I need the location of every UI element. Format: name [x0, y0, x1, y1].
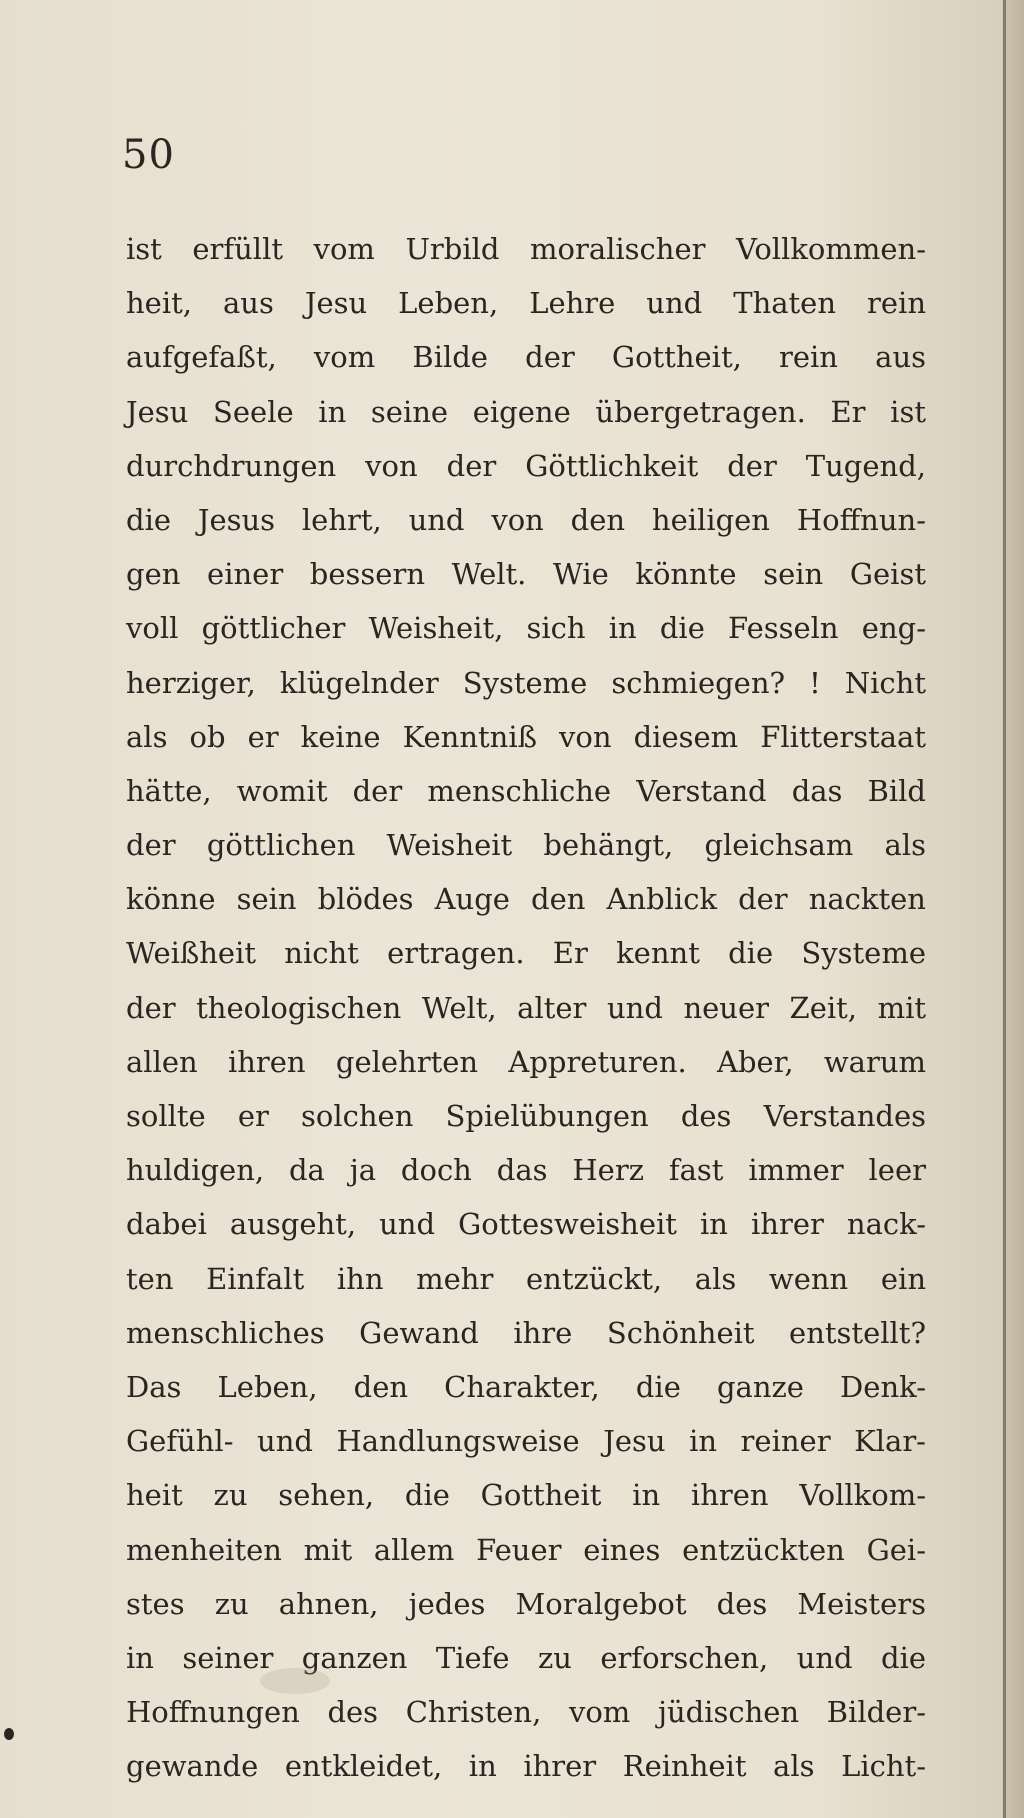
text-line: dabei ausgeht, und Gottesweisheit in ihrer nack- [126, 1207, 926, 1242]
text-line: heit, aus Jesu Leben, Lehre und Thaten rein [126, 286, 926, 321]
text-line: Das Leben, den Charakter, die ganze Denk- [126, 1369, 926, 1404]
text-line: könne sein blödes Auge den Anblick der nackten [126, 882, 926, 917]
page-number: 50 [122, 132, 175, 178]
text-line: der göttlichen Weisheit behängt, gleichsam als [126, 828, 926, 863]
text-line: sollte er solchen Spielübungen des Verstandes [126, 1099, 926, 1133]
text-line: aufgefaßt, vom Bilde der Gottheit, rein aus [126, 340, 926, 375]
text-line: herziger, klügelnder Systeme schmiegen? ! Nicht [126, 665, 926, 700]
text-line: allen ihren gelehrten Appreturen. Aber, warum [126, 1044, 926, 1079]
text-line: gewande entkleidet, in ihrer Reinheit als Licht- [126, 1749, 926, 1784]
text-line: ten Einfalt ihn mehr entzückt, als wenn ein [126, 1261, 926, 1296]
text-line: huldigen, da ja doch das Herz fast immer leer [126, 1153, 926, 1188]
text-line: als ob er keine Kenntniß von diesem Flitterstaat [126, 719, 926, 754]
text-line: menschliches Gewand ihre Schönheit entstellt? [126, 1315, 926, 1350]
text-line: Weißheit nicht ertragen. Er kennt die Systeme [126, 936, 926, 971]
page-edge-line [1003, 0, 1006, 1818]
text-line: voll göttlicher Weisheit, sich in die Fesseln eng- [126, 611, 926, 646]
paper-stain [260, 1668, 330, 1694]
text-line: Jesu Seele in seine eigene übergetragen. Er ist [126, 394, 926, 429]
body-text [126, 222, 926, 1793]
text-line: stes zu ahnen, jedes Moralgebot des Meisters [126, 1586, 926, 1621]
text-line: durchdrungen von der Göttlichkeit der Tugend, [126, 448, 926, 483]
text-line: ist erfüllt vom Urbild moralischer Vollkommen- [126, 232, 926, 266]
text-line: der theologischen Welt, alter und neuer Zeit, mit [126, 990, 926, 1025]
ink-spot [4, 1728, 14, 1740]
text-line: hätte, womit der menschliche Verstand das Bild [126, 773, 926, 808]
text-line: gen einer bessern Welt. Wie könnte sein Geist [126, 557, 926, 592]
text-line: Hoffnungen des Christen, vom jüdischen Bilder- [126, 1695, 926, 1730]
text-line: heit zu sehen, die Gottheit in ihren Vollkom- [126, 1478, 926, 1513]
text-line: in seiner ganzen Tiefe zu erforschen, und die [126, 1640, 926, 1675]
text-line: die Jesus lehrt, und von den heiligen Hoffnun- [126, 502, 926, 537]
text-line: Gefühl- und Handlungsweise Jesu in reiner Klar- [126, 1424, 926, 1459]
text-line: menheiten mit allem Feuer eines entzückten Gei- [126, 1532, 926, 1567]
